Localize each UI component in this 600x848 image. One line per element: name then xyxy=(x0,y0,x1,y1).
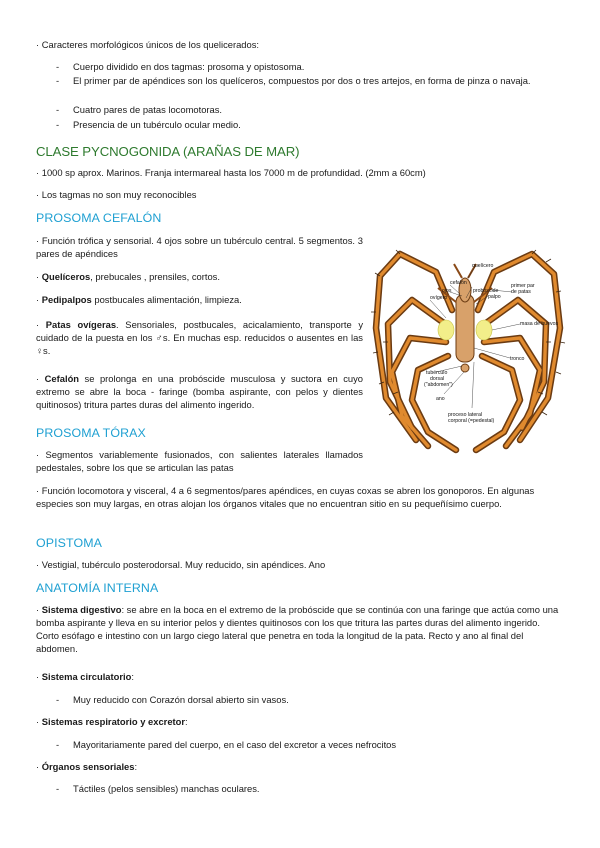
torax-paragraph-1: · Segmentos variablemente fusionados, con salientes laterales llamados pedestales, sobre los que se articulan las patas xyxy=(36,449,363,473)
diagram-label-tuberculo-3: ("abdomen") xyxy=(424,382,453,388)
bullet-dash: - xyxy=(56,739,60,750)
list-item xyxy=(56,782,564,795)
pycnogonid-diagram xyxy=(370,232,566,456)
diagram-label-tronco: tronco xyxy=(510,356,525,362)
diagram-label-tuberculo-1: tubérculo xyxy=(426,370,448,376)
bullet-text: El primer par de apéndices son los quelíceros, compuestos por dos o tres artejos, en forma de pinza o navaja. xyxy=(73,75,531,86)
bullet-dash: - xyxy=(56,104,60,115)
bullet-dash: - xyxy=(56,694,60,705)
section-title-prosoma-cefalon: PROSOMA CEFALÓN xyxy=(36,211,162,225)
bullet-dash: - xyxy=(56,75,60,86)
diagram-label-proceso-2: corporal (=pedestal) xyxy=(448,418,495,424)
list-item xyxy=(56,103,564,116)
opistoma-paragraph: · Vestigial, tubérculo posterodorsal. Muy reducido, sin apéndices. Ano xyxy=(36,559,326,570)
patas-ovigeras-paragraph: · Patas ovígeras. Sensoriales, postbucales, acicalamiento, transporte y cuidado de la puesta en los ♂s. En muchas esp. reducidos o ausentes en las ♀s. xyxy=(36,319,364,356)
diagram-label-cefalon: cefalón xyxy=(450,280,467,286)
section-title-prosoma-torax: PROSOMA TÓRAX xyxy=(36,426,146,440)
list-item xyxy=(56,738,564,751)
list-item xyxy=(56,60,564,73)
section-title-clase: CLASE PYCNOGONIDA (ARAÑAS DE MAR) xyxy=(36,144,300,159)
list-item xyxy=(56,118,564,131)
cefalon-paragraph-1: · Función trófica y sensorial. 4 ojos sobre un tubérculo central. 5 segmentos. 3 pares de apéndices xyxy=(36,235,363,259)
digestivo-paragraph: · Sistema digestivo: se abre en la boca en el extremo de la probóscide que se continúa con una faringe que actúa como una bomba aspirante y lleva en su interior pelos y dientes quitinosos con los que tritura las partes duras del alimento ingerido. Corto esófago e intestino con un largo ciego lateral que penetra en toda la longitud de la pata. Recto y ano al final del abdomen. xyxy=(36,604,559,654)
diagram-label-de-patas: de patas xyxy=(511,289,531,295)
bullet-text: Mayoritariamente pared del cuerpo, en el caso del excretor a veces nefrocitos xyxy=(73,739,397,750)
clase-paragraph-1: · 1000 sp aprox. Marinos. Franja intermareal hasta los 7000 m de profundidad. (2mm a 60cm) xyxy=(36,167,426,178)
torax-paragraph-2: · Función locomotora y visceral, 4 a 6 segmentos/pares apéndices, en cuyas coxas se abren los gonoporos. En algunas especies son muy largas, en otras alojan los órganos vitales que no encuentran sitio en su pequeñísimo cuerpo. xyxy=(36,485,535,509)
diagram-label-tuberculo-2: dorsal xyxy=(430,376,445,382)
diagram-label-proceso-1: proceso lateral xyxy=(448,412,483,418)
bullet-text: Táctiles (pelos sensibles) manchas oculares. xyxy=(73,783,260,794)
section-title-anatomia: ANATOMÍA INTERNA xyxy=(36,581,159,595)
diagram-label-proboscide: probóscide xyxy=(473,288,499,294)
section-title-opistoma: OPISTOMA xyxy=(36,536,102,550)
pycnogonid-illustration xyxy=(370,232,566,456)
list-item xyxy=(56,74,564,100)
sensoriales-heading: · Órganos sensoriales: xyxy=(36,761,138,772)
diagram-label-masa-huevos: masa de huevos xyxy=(520,321,559,327)
list-item xyxy=(56,693,564,706)
bullet-text: Cuatro pares de patas locomotoras. xyxy=(73,104,223,115)
diagram-label-ojos: ojos xyxy=(442,288,452,294)
bullet-dash: - xyxy=(56,119,60,130)
respiratorio-heading: · Sistemas respiratorio y excretor: xyxy=(36,716,188,727)
diagram-label-oviparo: ovígero xyxy=(430,295,448,301)
circulatorio-heading: · Sistema circulatorio: xyxy=(36,671,134,682)
diagram-label-palpo: palpo xyxy=(488,294,501,300)
bullet-text: Muy reducido con Corazón dorsal abierto sin vasos. xyxy=(73,694,289,705)
bullet-dash: - xyxy=(56,783,60,794)
diagram-label-primer-par: primer par xyxy=(511,283,535,289)
cefalon-proboscide-paragraph: · Cefalón se prolonga en una probóscide musculosa y suctora en cuyo extremo se abre la boca - faringe (bomba aspirante, con pelos y dientes quitinosos) tritura partes duras del alimento ingerido. xyxy=(36,373,363,410)
diagram-label-quelicero: quelícero xyxy=(472,263,494,269)
clase-paragraph-2: · Los tagmas no son muy reconocibles xyxy=(36,189,197,200)
intro-text: · Caracteres morfológicos únicos de los quelicerados: xyxy=(36,39,260,50)
bullet-text: Cuerpo dividido en dos tagmas: prosoma y opistosoma. xyxy=(73,61,305,72)
bullet-text: Presencia de un tubérculo ocular medio. xyxy=(73,119,241,130)
diagram-label-ano: ano xyxy=(436,396,445,402)
pedipalpos-paragraph: · Pedipalpos postbucales alimentación, limpieza. xyxy=(36,294,242,305)
queliceros-paragraph: · Quelíceros, prebucales , prensiles, cortos. xyxy=(36,271,220,282)
bullet-dash: - xyxy=(56,61,60,72)
